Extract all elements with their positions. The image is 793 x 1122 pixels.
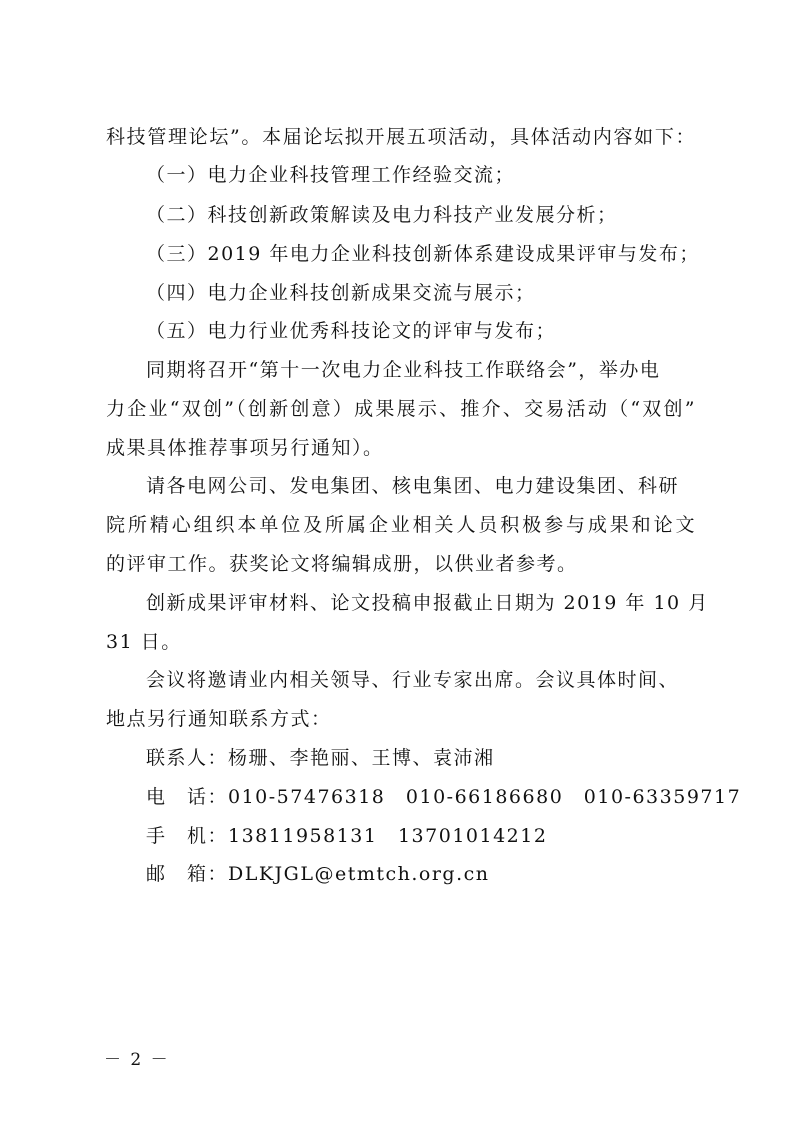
contact-mobile: 手 机：13811958131 13701014212 (146, 825, 548, 847)
paragraph-line-8: 创新成果评审材料、论文投稿申报截止日期为 2019 年 10 月 (146, 592, 709, 614)
paragraph-line-7: 的评审工作。获奖论文将编辑成册，以供业者参考。 (106, 553, 578, 575)
activity-item-4: （四）电力企业科技创新成果交流与展示； (146, 282, 536, 304)
paragraph-line-5: 请各电网公司、发电集团、核电集团、电力建设集团、科研 (146, 475, 680, 497)
contact-phone: 电 话：010-57476318 010-66186680 010-63359717 (146, 786, 742, 808)
activity-item-1: （一）电力企业科技管理工作经验交流； (146, 164, 516, 186)
activity-item-3: （三）2019 年电力企业科技创新体系建设成果评审与发布； (146, 243, 700, 265)
page-number: － 2 － (104, 1050, 170, 1070)
activity-item-5: （五）电力行业优秀科技论文的评审与发布； (146, 320, 557, 342)
paragraph-line-6: 院所精心组织本单位及所属企业相关人员积极参与成果和论文 (106, 514, 696, 536)
paragraph-line-10: 会议将邀请业内相关领导、行业专家出席。会议具体时间、 (146, 669, 680, 691)
contact-people: 联系人：杨珊、李艳丽、王博、袁沛湘 (146, 747, 495, 769)
paragraph-line-11: 地点另行通知联系方式： (106, 708, 332, 730)
paragraph-line-9: 31 日。 (106, 631, 182, 653)
paragraph-line-2: 同期将召开“第十一次电力企业科技工作联络会”，举办电 (146, 359, 661, 381)
paragraph-line-4: 成果具体推荐事项另行通知）。 (106, 437, 384, 459)
contact-email: 邮 箱：DLKJGL@etmtch.org.cn (146, 863, 490, 885)
activity-item-2: （二）科技创新政策解读及电力科技产业发展分析； (146, 204, 618, 226)
paragraph-line-1: 科技管理论坛”。本届论坛拟开展五项活动，具体活动内容如下： (106, 126, 696, 148)
paragraph-line-3: 力企业“双创”（创新创意）成果展示、推介、交易活动（“双创” (106, 398, 696, 420)
